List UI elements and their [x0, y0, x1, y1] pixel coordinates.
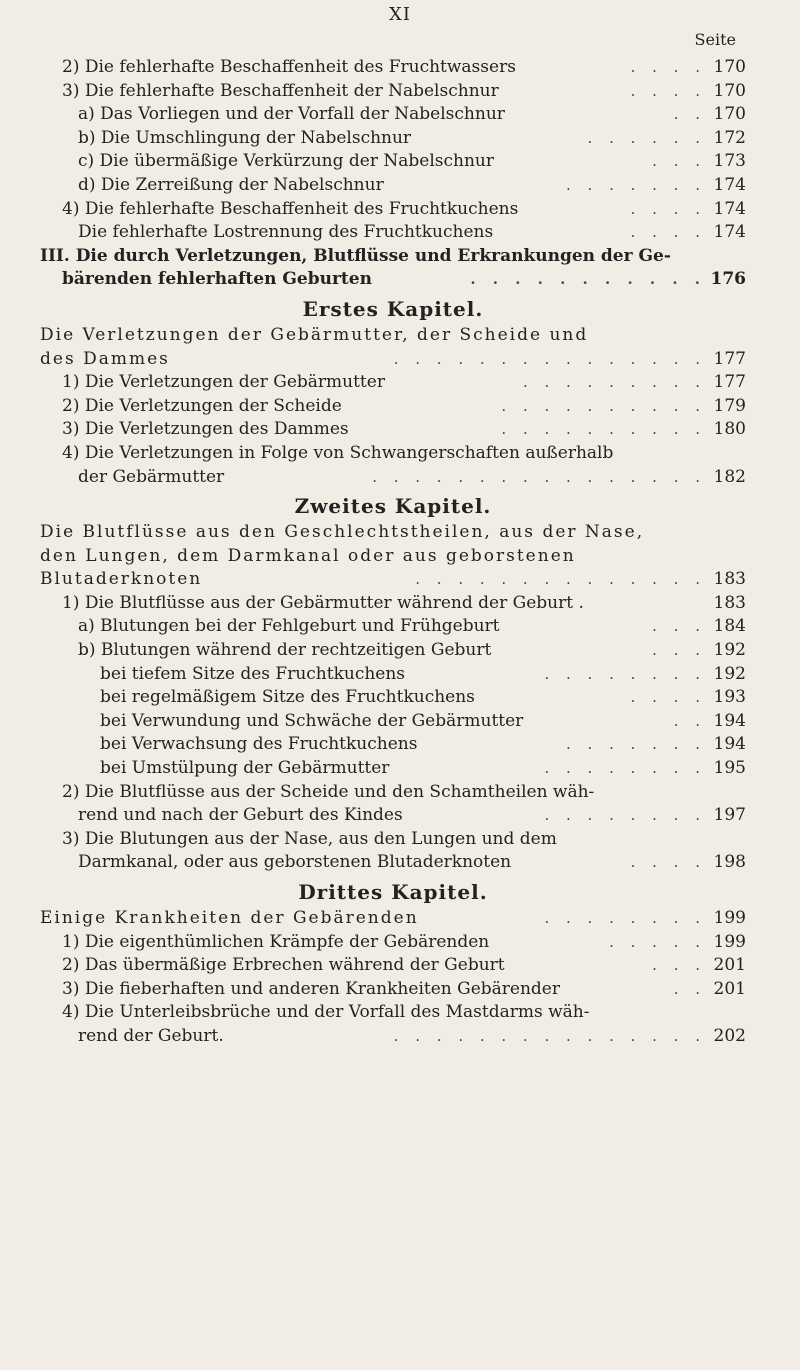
toc-entry-title: c) Die übermäßige Verkürzung der Nabelschnur — [78, 151, 495, 172]
toc-entry — [40, 615, 746, 639]
toc-entry — [40, 150, 746, 174]
toc-leader-dots: . . — [673, 711, 706, 730]
toc-page-number: 195 — [713, 758, 746, 779]
toc-entry — [40, 127, 746, 151]
toc-entry — [40, 198, 746, 222]
toc-leader-dots: . . . . . . . . — [544, 664, 706, 683]
toc-page-number: 182 — [713, 466, 746, 487]
toc-entry-title: den Lungen, dem Darmkanal oder aus geborstenen — [40, 545, 576, 566]
toc-page-number: 194 — [713, 710, 746, 731]
toc-entry — [40, 245, 746, 269]
toc-page-number: 179 — [713, 395, 746, 416]
toc-entry — [40, 442, 746, 466]
toc-page-number: 174 — [713, 198, 746, 219]
toc-entry-title: der Gebärmutter — [78, 466, 225, 487]
toc-entry-title: Blutaderknoten — [40, 569, 203, 590]
toc-page-number: 170 — [713, 104, 746, 125]
toc-entry-title: bärenden fehlerhaften Geburten — [62, 269, 372, 290]
toc-entry — [40, 639, 746, 663]
toc-entry — [40, 324, 746, 348]
toc-entry-title: bei tiefem Sitze des Fruchtkuchens — [100, 663, 406, 684]
toc-entry — [40, 268, 746, 292]
toc-entry-title: des Dammes — [40, 348, 170, 369]
toc-leader-dots: . . . . — [630, 199, 706, 218]
toc-entry-title: 3) Die Verletzungen des Dammes — [62, 419, 349, 440]
toc-entry-title: rend der Geburt. — [78, 1025, 224, 1046]
toc-entry-title: 1) Die Verletzungen der Gebärmutter — [62, 372, 385, 393]
toc-entry — [40, 592, 746, 616]
toc-entry — [40, 103, 746, 127]
toc-leader-dots: . . . . . . . . . . — [501, 396, 706, 415]
toc-entry-title: 2) Die fehlerhafte Beschaffenheit des Fruchtwassers — [62, 57, 516, 77]
toc-entry — [40, 686, 746, 710]
toc-entry-title: III. Die durch Verletzungen, Blutflüsse und Erkrankungen der Ge- — [40, 245, 671, 266]
toc-leader-dots: . . . . — [630, 81, 706, 100]
toc-page-number: 184 — [713, 616, 746, 637]
toc-entry-title: b) Die Umschlingung der Nabelschnur — [78, 127, 412, 148]
toc-entry — [40, 757, 746, 781]
toc-leader-dots: . . . . . . — [587, 128, 706, 147]
toc-entry-title: 2) Die Verletzungen der Scheide — [62, 395, 342, 416]
toc-entry — [40, 1001, 746, 1025]
toc-entry — [40, 851, 746, 875]
page-folio: XI — [389, 4, 411, 25]
toc-leader-dots: . . . . . . . — [566, 735, 706, 754]
toc-entry — [40, 174, 746, 198]
toc-leader-dots: . . . . . . . . . . — [501, 420, 706, 439]
toc-page-number: 174 — [713, 174, 746, 195]
toc-entry-title: rend und nach der Geburt des Kindes — [78, 805, 403, 826]
toc-entry-title: 4) Die Verletzungen in Folge von Schwangerschaften außerhalb — [62, 442, 614, 463]
toc-entry-title: bei Verwundung und Schwäche der Gebärmutter — [100, 710, 524, 731]
toc-entry — [40, 931, 746, 955]
toc-page-number: 201 — [713, 955, 746, 976]
toc-page-number: 174 — [713, 222, 746, 243]
chapter-heading: Erstes Kapitel. — [302, 296, 484, 321]
toc-page-number: 176 — [710, 269, 746, 290]
toc-entry — [40, 395, 746, 419]
toc-leader-dots: . . — [673, 105, 706, 124]
toc-page-number: 201 — [713, 978, 746, 999]
chapter-heading: Zweites Kapitel. — [294, 494, 492, 519]
toc-entry — [40, 418, 746, 442]
toc-leader-dots: . . . . . . . . — [544, 759, 706, 778]
toc-leader-dots: . . — [673, 979, 706, 998]
toc-entry — [40, 804, 746, 828]
toc-entry-title: bei Verwachsung des Fruchtkuchens — [100, 734, 418, 755]
toc-leader-dots: . . . . . . . . . . . . . . . — [393, 1026, 706, 1045]
toc-entry-title: d) Die Zerreißung der Nabelschnur — [78, 174, 384, 195]
toc-entry — [40, 568, 746, 592]
toc-page-number: 177 — [713, 348, 746, 369]
page-column-header: Seite — [694, 30, 736, 49]
toc-page-number: 194 — [713, 734, 746, 755]
toc-entry-title: a) Blutungen bei der Fehlgeburt und Frühgeburt — [78, 616, 500, 637]
toc-entry — [40, 371, 746, 395]
toc-entry-title: Die Verletzungen der Gebärmutter, der Scheide und — [40, 324, 589, 345]
toc-entry-title: 2) Das übermäßige Erbrechen während der Geburt — [62, 955, 505, 976]
toc-entry — [40, 828, 746, 852]
toc-entry — [40, 954, 746, 978]
toc-page-number: 202 — [713, 1025, 746, 1046]
toc-entry — [40, 710, 746, 734]
toc-page-number: 177 — [713, 372, 746, 393]
toc-leader-dots: . . . . — [630, 223, 706, 242]
toc-leader-dots: . . . . . . . . . . . — [470, 270, 706, 289]
toc-leader-dots: . . . . . . . . . . . . . . . . — [372, 467, 706, 486]
toc-page-number: 173 — [713, 151, 746, 172]
toc-entry — [40, 80, 746, 104]
toc-leader-dots: . . . . . . . . — [544, 806, 706, 825]
toc-entry — [40, 348, 746, 372]
toc-entry-title: 3) Die Blutungen aus der Nase, aus den Lungen und dem — [62, 828, 557, 849]
toc-entry-title: Die Blutflüsse aus den Geschlechtstheilen, aus der Nase, — [40, 522, 645, 543]
toc-entry — [40, 1025, 746, 1049]
toc-entry — [40, 781, 746, 805]
toc-page-number: 197 — [713, 805, 746, 826]
toc-page-number: 193 — [713, 687, 746, 708]
toc-leader-dots: . . . . . . . . . . . . . . — [415, 570, 706, 589]
toc-page-number: 199 — [713, 931, 746, 952]
toc-leader-dots: . . . — [652, 617, 706, 636]
toc-entry-title: 1) Die Blutflüsse aus der Gebärmutter während der Geburt . — [62, 592, 584, 613]
toc-entry-title: Darmkanal, oder aus geborstenen Blutaderknoten — [78, 852, 512, 873]
toc-leader-dots: . . . — [652, 152, 706, 171]
toc-page-number: 172 — [713, 127, 746, 148]
toc-entry-title: 3) Die fehlerhafte Beschaffenheit der Nabelschnur — [62, 80, 499, 101]
toc-page-number: 192 — [713, 640, 746, 661]
toc-entry — [40, 466, 746, 490]
toc-page-number: 192 — [713, 663, 746, 684]
chapter-heading: Drittes Kapitel. — [298, 880, 488, 904]
toc-entry-title: 4) Die Unterleibsbrüche und der Vorfall des Mastdarms wäh- — [62, 1002, 590, 1023]
toc-entry-title: 3) Die fieberhaften und anderen Krankheiten Gebärender — [62, 978, 560, 999]
toc-leader-dots: . . . . . . . . . . . . . . . — [393, 349, 706, 368]
toc-entry-title: bei regelmäßigem Sitze des Fruchtkuchens — [100, 687, 475, 708]
toc-entry — [40, 56, 746, 80]
toc-leader-dots: . . . — [652, 956, 706, 975]
toc-page-number: 170 — [713, 80, 746, 101]
toc-entry-title: a) Das Vorliegen und der Vorfall der Nabelschnur — [78, 104, 505, 125]
toc-entry — [40, 545, 746, 569]
toc-leader-dots: . . . . . — [609, 932, 706, 951]
toc-page-number: 198 — [713, 852, 746, 873]
table-of-contents — [40, 56, 746, 1049]
toc-entry — [40, 521, 746, 545]
toc-leader-dots: . . . . — [630, 58, 706, 76]
toc-entry-title: 4) Die fehlerhafte Beschaffenheit des Fruchtkuchens — [62, 198, 519, 219]
toc-entry-title: 2) Die Blutflüsse aus der Scheide und den Schamtheilen wäh- — [62, 781, 595, 802]
toc-entry — [40, 733, 746, 757]
toc-leader-dots: . . . . — [630, 853, 706, 872]
toc-entry-title: Die fehlerhafte Lostrennung des Fruchtkuchens — [78, 222, 494, 243]
toc-entry-title: 1) Die eigenthümlichen Krämpfe der Gebärenden — [62, 931, 490, 952]
toc-leader-dots: . . . . . . . — [566, 175, 706, 194]
toc-entry-title: bei Umstülpung der Gebärmutter — [100, 758, 390, 779]
toc-leader-dots: . . . . — [630, 688, 706, 707]
toc-entry — [40, 978, 746, 1002]
toc-entry — [40, 907, 746, 931]
toc-leader-dots: . . . . . . . . — [544, 909, 706, 927]
toc-leader-dots: . . . . . . . . . — [522, 373, 706, 392]
toc-page-number: 183 — [713, 592, 746, 613]
toc-entry-title: Einige Krankheiten der Gebärenden — [40, 908, 419, 928]
toc-entry — [40, 221, 746, 245]
toc-page-number: 183 — [713, 569, 746, 590]
toc-page-number: 180 — [713, 419, 746, 440]
toc-entry-title: b) Blutungen während der rechtzeitigen Geburt — [78, 640, 492, 661]
toc-page-number: 170 — [713, 57, 746, 77]
toc-entry — [40, 663, 746, 687]
toc-page-number: 199 — [713, 908, 746, 928]
toc-leader-dots: . . . — [652, 641, 706, 660]
